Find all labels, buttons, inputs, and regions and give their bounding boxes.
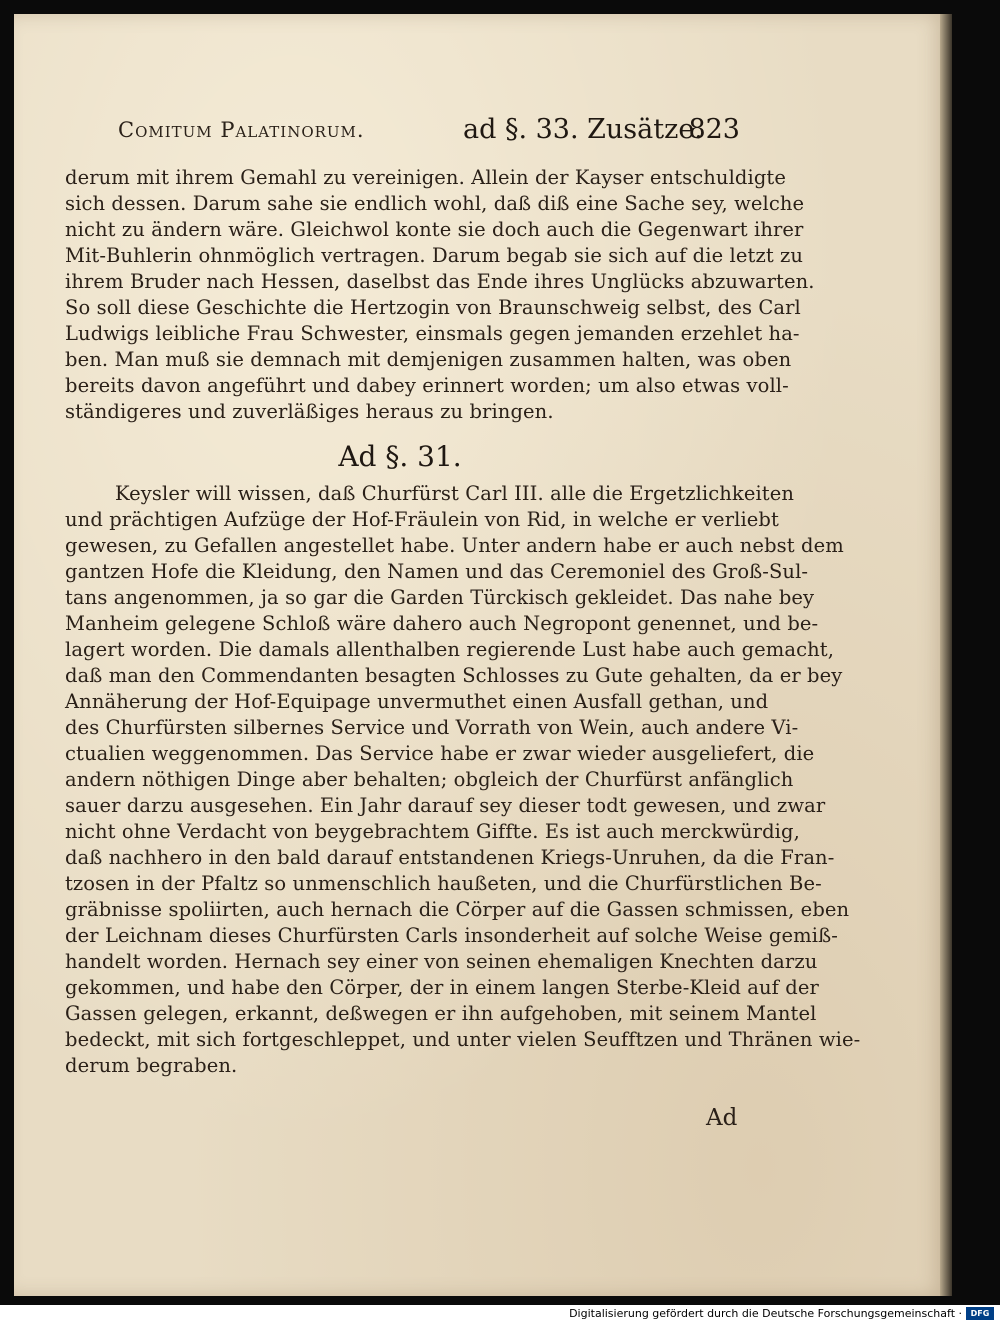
text-line: lagert worden. Die damals allenthalben regierende Lust habe auch gemacht, xyxy=(65,638,835,661)
text-line: handelt worden. Hernach sey einer von seinen ehemaligen Knechten darzu xyxy=(65,950,818,973)
text-line: tzosen in der Pfaltz so unmenschlich haußeten, und die Churfürstlichen Be- xyxy=(65,872,822,895)
page-number: 823 xyxy=(688,114,740,145)
text-line: gewesen, zu Gefallen angestellet habe. Unter andern habe er auch nebst dem xyxy=(65,534,844,557)
text-line: tans angenommen, ja so gar die Garden Türckisch gekleidet. Das nahe bey xyxy=(65,586,815,609)
dfg-logo-icon[interactable]: DFG xyxy=(966,1307,994,1320)
text-line: derum mit ihrem Gemahl zu vereinigen. Allein der Kayser entschuldigte xyxy=(65,166,786,189)
running-header xyxy=(118,112,744,152)
text-line: derum begraben. xyxy=(65,1054,238,1077)
catchword: Ad xyxy=(706,1105,738,1131)
digitization-footer xyxy=(0,1305,1000,1323)
text-line: und prächtigen Aufzüge der Hof-Fräulein von Rid, in welche er verliebt xyxy=(65,508,779,531)
section-heading: Ad §. 31. xyxy=(338,440,462,473)
text-line: nicht ohne Verdacht von beygebrachtem Giffte. Es ist auch merckwürdig, xyxy=(65,820,800,843)
text-line: bedeckt, mit sich fortgeschleppet, und unter vielen Seufftzen und Thränen wie- xyxy=(65,1028,861,1051)
text-line: daß nachhero in den bald darauf entstandenen Kriegs-Unruhen, da die Fran- xyxy=(65,846,835,869)
text-line: gekommen, und habe den Cörper, der in einem langen Sterbe-Kleid auf der xyxy=(65,976,819,999)
text-line: sauer darzu ausgesehen. Ein Jahr darauf sey dieser todt gewesen, und zwar xyxy=(65,794,826,817)
text-line: sich dessen. Darum sahe sie endlich wohl, daß diß eine Sache sey, welche xyxy=(65,192,805,215)
text-line: daß man den Commendanten besagten Schlosses zu Gute gehalten, da er bey xyxy=(65,664,843,687)
text-line: ctualien weggenommen. Das Service habe er zwar wieder ausgeliefert, die xyxy=(65,742,815,765)
running-header-section: ad §. 33. Zusätze. xyxy=(463,114,703,145)
text-line: Keysler will wissen, daß Churfürst Carl III. alle die Ergetzlichkeiten xyxy=(115,482,795,505)
running-header-title: Comitum Palatinorum. xyxy=(118,118,365,142)
text-line: der Leichnam dieses Churfürsten Carls insonderheit auf solche Weise gemiß- xyxy=(65,924,838,947)
text-line: andern nöthigen Dinge aber behalten; obgleich der Churfürst anfänglich xyxy=(65,768,794,791)
text-line: ben. Man muß sie demnach mit demjenigen zusammen halten, was oben xyxy=(65,348,792,371)
text-line: So soll diese Geschichte die Hertzogin von Braunschweig selbst, des Carl xyxy=(65,296,801,319)
text-line: Mit-Buhlerin ohnmöglich vertragen. Darum begab sie sich auf die letzt zu xyxy=(65,244,804,267)
footer-credit: Digitalisierung gefördert durch die Deutsche Forschungsgemeinschaft · xyxy=(569,1307,962,1320)
text-line: bereits davon angeführt und dabey erinnert worden; um also etwas voll- xyxy=(65,374,789,397)
text-line: Ludwigs leibliche Frau Schwester, einsmals gegen jemanden erzehlet ha- xyxy=(65,322,800,345)
text-line: gantzen Hofe die Kleidung, den Namen und das Ceremoniel des Groß-Sul- xyxy=(65,560,809,583)
text-line: ständigeres und zuverläßiges heraus zu bringen. xyxy=(65,400,554,423)
text-line: ihrem Bruder nach Hessen, daselbst das Ende ihres Unglücks abzuwarten. xyxy=(65,270,815,293)
page-edge-shadow xyxy=(940,14,952,1296)
text-line: Manheim gelegene Schloß wäre dahero auch Negropont genennet, und be- xyxy=(65,612,819,635)
text-line: Gassen gelegen, erkannt, deßwegen er ihn aufgehoben, mit seinem Mantel xyxy=(65,1002,817,1025)
text-line: gräbnisse spoliirten, auch hernach die Cörper auf die Gassen schmissen, eben xyxy=(65,898,850,921)
text-line: des Churfürsten silbernes Service und Vorrath von Wein, auch andere Vi- xyxy=(65,716,799,739)
text-line: nicht zu ändern wäre. Gleichwol konte sie doch auch die Gegenwart ihrer xyxy=(65,218,804,241)
text-line: Annäherung der Hof-Equipage unvermuthet einen Ausfall gethan, und xyxy=(65,690,769,713)
